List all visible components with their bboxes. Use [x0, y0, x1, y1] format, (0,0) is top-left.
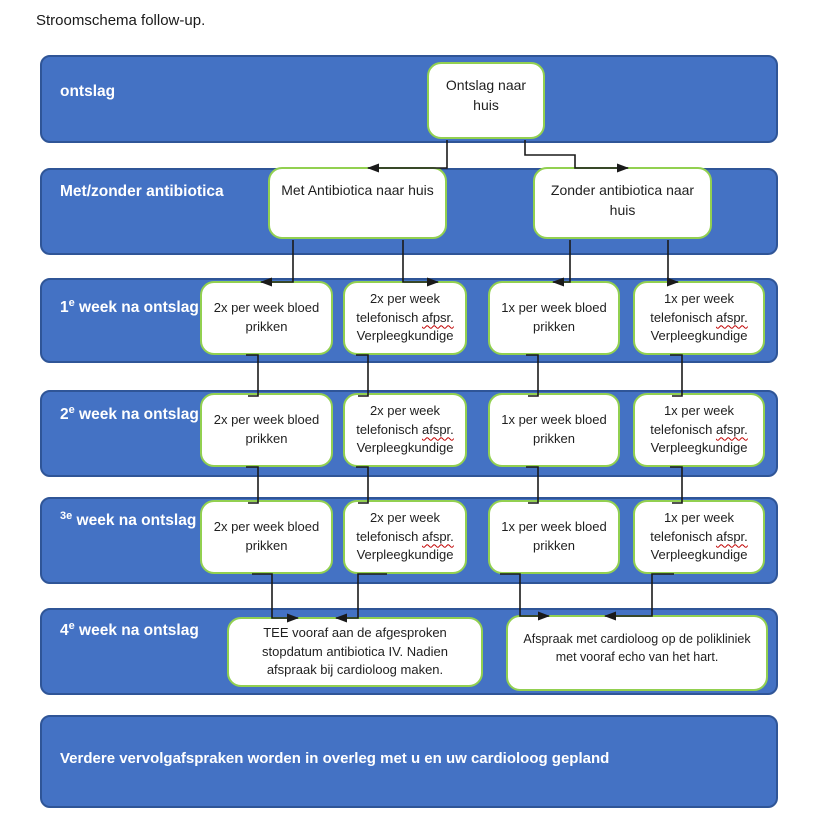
node-line: Verpleegkundige: [650, 547, 748, 563]
node-line: [650, 421, 748, 440]
band-label-week-4: [60, 619, 199, 640]
band-label-week-1-number: 1: [60, 299, 69, 316]
node-line-text: telefonisch: [650, 528, 716, 544]
node-met-antibiotica: Met Antibiotica naar huis: [268, 167, 447, 239]
node-ontslag-naar-huis: Ontslag naar huis: [427, 62, 545, 139]
node-line: Verpleegkundige: [356, 547, 454, 563]
band-label-week-1: [60, 296, 199, 317]
node-line: [650, 528, 748, 547]
page-title: Stroomschema follow-up.: [36, 12, 206, 29]
node-week3-bloedprikken-2x: 2x per week bloed prikken: [200, 500, 333, 574]
node-line: 1x per week: [663, 402, 735, 418]
misspelled-word: afpsr.: [421, 309, 454, 325]
node-week1-telefonisch-2x: [343, 281, 467, 355]
node-tee-afspraak: TEE vooraf aan de afgesproken stopdatum antibiotica IV. Nadien afspraak bij cardioloog maken.: [227, 617, 483, 687]
misspelled-word: afspr.: [715, 421, 748, 437]
node-week1-telefonisch-1x: [633, 281, 765, 355]
node-line: 1x per week: [663, 290, 735, 306]
node-line: 2x per week: [369, 290, 441, 306]
band-label-week-1-rest: week na ontslag: [74, 299, 199, 316]
node-line: 1x per week: [663, 509, 735, 525]
band-label-week-3-sup: 3e: [60, 509, 73, 522]
band-label-week-4-number: 4: [60, 622, 69, 639]
band-label-week-4-rest: week na ontslag: [74, 622, 199, 639]
misspelled-word: afspr.: [421, 421, 454, 437]
node-line: 2x per week: [369, 402, 441, 418]
band-footer: [40, 715, 778, 808]
node-zonder-antibiotica: Zonder antibiotica naar huis: [533, 167, 712, 239]
node-cardioloog-afspraak: Afspraak met cardioloog op de polikliniek met vooraf echo van het hart.: [506, 615, 768, 691]
node-line: Verpleegkundige: [650, 328, 748, 344]
node-line: Verpleegkundige: [356, 328, 454, 344]
band-label-week-1-sup: e: [68, 296, 75, 309]
node-line: Verpleegkundige: [650, 440, 748, 456]
node-line-text: telefonisch: [650, 421, 716, 437]
node-line-text: telefonisch: [356, 421, 422, 437]
band-ontslag: [40, 55, 778, 143]
node-week3-telefonisch-2x: [343, 500, 467, 574]
node-line: [650, 309, 748, 328]
band-label-week-4-sup: e: [68, 619, 75, 632]
node-week1-bloedprikken-1x: 1x per week bloed prikken: [488, 281, 620, 355]
node-week3-telefonisch-1x: [633, 500, 765, 574]
node-week2-bloedprikken-2x: 2x per week bloed prikken: [200, 393, 333, 467]
node-line-text: telefonisch: [356, 528, 422, 544]
band-label-week-2-sup: e: [68, 403, 75, 416]
misspelled-word: afspr.: [715, 528, 748, 544]
node-week3-bloedprikken-1x: 1x per week bloed prikken: [488, 500, 620, 574]
node-week2-bloedprikken-1x: 1x per week bloed prikken: [488, 393, 620, 467]
node-week1-bloedprikken-2x: 2x per week bloed prikken: [200, 281, 333, 355]
band-label-week-2-number: 2: [60, 406, 69, 423]
node-line-text: telefonisch: [356, 309, 422, 325]
node-week2-telefonisch-2x: [343, 393, 467, 467]
misspelled-word: afspr.: [421, 528, 454, 544]
node-line: 2x per week: [369, 509, 441, 525]
node-line: [356, 528, 454, 547]
band-label-ontslag: ontslag: [60, 83, 116, 100]
band-label-week-3-rest: week na ontslag: [72, 512, 197, 529]
band-label-week-2-rest: week na ontslag: [74, 406, 199, 423]
node-line: [356, 421, 454, 440]
arrow-discharge-to-zonder: [525, 140, 628, 168]
node-line: Verpleegkundige: [356, 440, 454, 456]
band-label-footer: Verdere vervolgafspraken worden in overleg met u en uw cardioloog gepland: [60, 750, 610, 767]
node-line-text: telefonisch: [650, 309, 716, 325]
node-week2-telefonisch-1x: [633, 393, 765, 467]
arrow-discharge-to-met: [368, 140, 447, 168]
band-label-met-zonder-antibiotica: Met/zonder antibiotica: [60, 183, 224, 200]
node-line: [356, 309, 454, 328]
band-label-week-3: [60, 509, 197, 530]
band-label-week-2: [60, 403, 199, 424]
misspelled-word: afspr.: [715, 309, 748, 325]
